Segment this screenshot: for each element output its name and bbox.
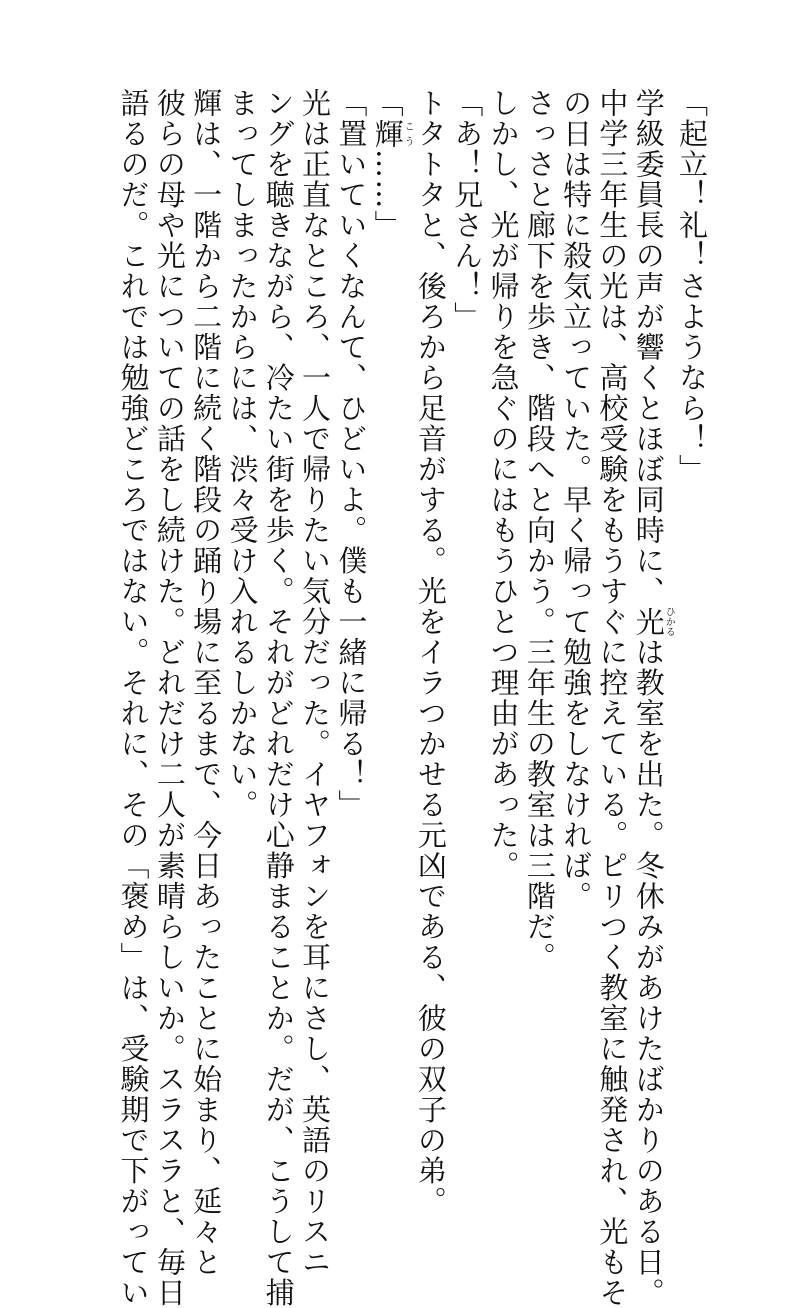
ruby-base: 輝	[370, 118, 405, 149]
text-line: さっさと廊下を歩き、階段へと向かう。三年生の教室は三階だ。	[522, 88, 557, 973]
text-fragment: は教室を出た。冬休みがあけたばかりのある日。	[631, 637, 666, 1308]
text-line: ングを聴きながら、冷たい街を歩く。それがどれだけ心静まることか。だが、こうして捕	[261, 88, 296, 1308]
text-fragment: 「	[370, 88, 405, 119]
text-line	[369, 88, 412, 1053]
text-line: 「置いていくなんて、ひどいよ。僕も一緒に帰る！」	[334, 88, 369, 820]
text-line: まってしまったからには、渋々受け入れるしかない。	[225, 88, 260, 820]
text-line: 「あ！兄さん！」	[450, 88, 485, 332]
text-line	[630, 88, 675, 1308]
text-fragment: 学級委員長の声が響くとほぼ同時に、	[631, 88, 666, 607]
text-line: の日は特に殺気立っていた。早く帰って勉強をしなければ。	[559, 88, 594, 912]
text-line: 輝は、一階から二階に続く階段の踊り場に至るまで、今日あったことに始まり、延々と	[189, 88, 224, 1278]
text-line: しかし、光が帰りを急ぐのにはもうひとつ理由があった。	[486, 88, 521, 881]
text-line: トタトタと、後ろから足音がする。光をイラつかせる元凶である、彼の双子の弟。	[413, 88, 448, 1217]
text-fragment: ……」	[370, 149, 405, 241]
ruby-hikaru	[631, 606, 675, 638]
text-line: 「起立！礼！さようなら！」	[675, 88, 709, 485]
text-line: 光は正直なところ、一人で帰りたい気分だった。イヤフォンを耳にさし、英語のリスニ	[298, 88, 333, 1278]
ruby-kou	[370, 118, 414, 150]
ruby-reading: ひかる	[663, 606, 675, 637]
vertical-text-body	[115, 88, 710, 1308]
ruby-base: 光	[631, 606, 666, 637]
text-line: 中学三年生の光は、高校受験をもうすぐに控えている。ピリつく教室に触発され、光もそ	[595, 88, 630, 1308]
ruby-reading: こう	[402, 118, 414, 149]
text-line: 語るのだ。これでは勉強どころではない。それに、その「褒め」は、受験期で下がってい	[116, 88, 151, 1308]
text-line: 彼らの母や光についての話をし続けた。どれだけ二人が素晴らしいか。スラスラと、毎日	[152, 88, 187, 1308]
